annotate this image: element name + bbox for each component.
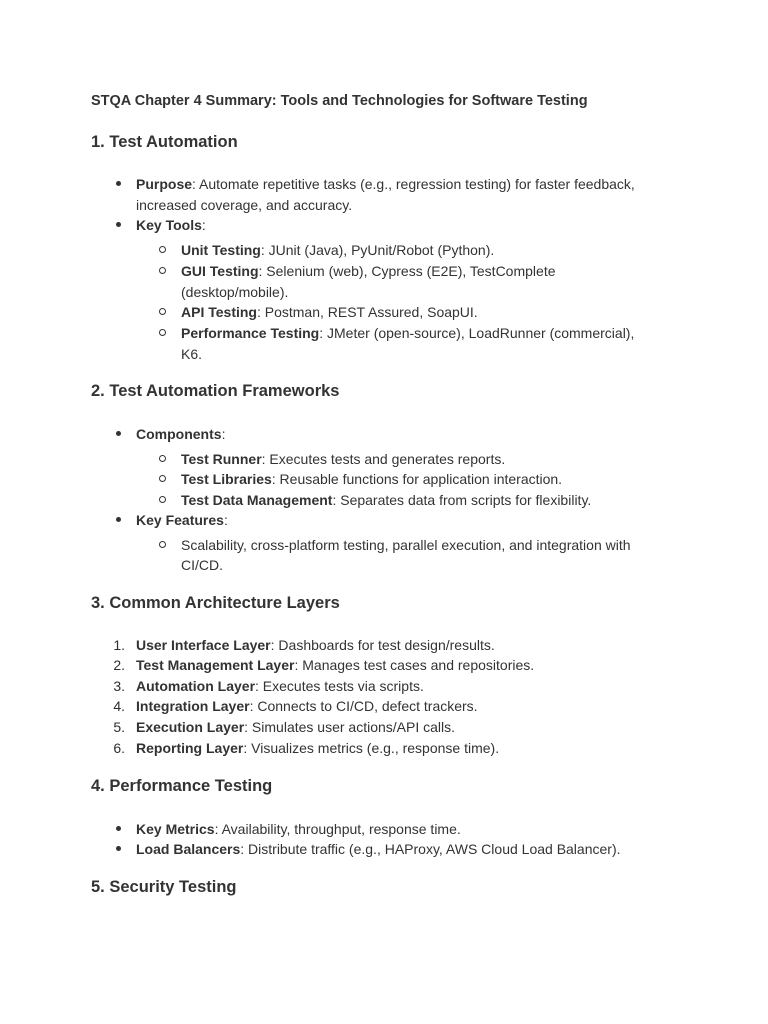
layer-item (136, 738, 499, 758)
test-libraries-text: : Reusable functions for application interaction. (271, 471, 563, 487)
key-features-text-1: Scalability, cross-platform testing, parallel execution, and integration with (181, 537, 631, 553)
section-1-heading: 1. Test Automation (91, 133, 238, 151)
list-number: 1. (113, 637, 125, 653)
bullet-icon (116, 222, 121, 227)
test-data-mgmt-text: : Separates data from scripts for flexibility. (332, 492, 592, 508)
components-colon: : (221, 426, 226, 442)
layer-text: : Executes tests via scripts. (255, 678, 424, 694)
layer-label: Reporting Layer (136, 740, 244, 756)
circle-bullet-icon (159, 246, 166, 253)
circle-bullet-icon (159, 496, 166, 503)
gui-testing-line-1 (181, 261, 556, 281)
section-3-heading: 3. Common Architecture Layers (91, 594, 340, 612)
unit-testing-text: : JUnit (Java), PyUnit/Robot (Python). (260, 242, 495, 258)
key-metrics-label: Key Metrics (136, 821, 215, 837)
list-number: 3. (113, 678, 125, 694)
components-label: Components (136, 426, 222, 442)
perf-testing-line-2: K6. (181, 346, 203, 362)
gui-testing-text: : Selenium (web), Cypress (E2E), TestComplete (258, 263, 556, 279)
load-balancers-label: Load Balancers (136, 841, 241, 857)
bullet-icon (116, 431, 121, 436)
layer-text: : Connects to CI/CD, defect trackers. (249, 698, 478, 714)
circle-bullet-icon (159, 541, 166, 548)
list-number: 6. (113, 740, 125, 756)
list-number: 4. (113, 698, 125, 714)
load-balancers-line (136, 839, 621, 859)
test-runner-line (181, 449, 505, 469)
perf-testing-text: : JMeter (open-source), LoadRunner (commercial), (319, 325, 635, 341)
unit-testing-label: Unit Testing (181, 242, 261, 258)
bullet-icon (116, 846, 121, 851)
key-tools-label: Key Tools (136, 217, 202, 233)
layer-label: Integration Layer (136, 698, 250, 714)
bullet-icon (116, 826, 121, 831)
circle-bullet-icon (159, 329, 166, 336)
key-metrics-text: : Availability, throughput, response time. (214, 821, 461, 837)
test-libraries-label: Test Libraries (181, 471, 272, 487)
circle-bullet-icon (159, 455, 166, 462)
layer-label: Execution Layer (136, 719, 245, 735)
test-data-mgmt-label: Test Data Management (181, 492, 333, 508)
api-testing-label: API Testing (181, 304, 257, 320)
layer-item (136, 717, 455, 737)
key-features-line (136, 510, 228, 530)
perf-testing-line-1 (181, 323, 634, 343)
layer-text: : Visualizes metrics (e.g., response time). (243, 740, 500, 756)
section-4-heading: 4. Performance Testing (91, 777, 273, 795)
layer-item (136, 655, 534, 675)
purpose-line-2: increased coverage, and accuracy. (136, 197, 353, 213)
test-runner-label: Test Runner (181, 451, 262, 467)
list-number: 2. (113, 657, 125, 673)
section-2-heading: 2. Test Automation Frameworks (91, 382, 340, 400)
key-features-label: Key Features (136, 512, 224, 528)
purpose-label: Purpose (136, 176, 193, 192)
purpose-line-1 (136, 174, 635, 194)
section-5-heading: 5. Security Testing (91, 878, 237, 896)
bullet-icon (116, 517, 121, 522)
perf-testing-label: Performance Testing (181, 325, 320, 341)
circle-bullet-icon (159, 475, 166, 482)
circle-bullet-icon (159, 308, 166, 315)
purpose-text: : Automate repetitive tasks (e.g., regression testing) for faster feedback, (192, 176, 635, 192)
layer-label: User Interface Layer (136, 637, 271, 653)
key-metrics-line (136, 819, 461, 839)
key-tools-line (136, 215, 206, 235)
components-line (136, 424, 225, 444)
layer-item (136, 676, 424, 696)
list-number: 5. (113, 719, 125, 735)
test-data-mgmt-line (181, 490, 591, 510)
layer-text: : Simulates user actions/API calls. (244, 719, 456, 735)
api-testing-text: : Postman, REST Assured, SoapUI. (256, 304, 478, 320)
key-features-text-2: CI/CD. (181, 557, 223, 573)
circle-bullet-icon (159, 267, 166, 274)
layer-item (136, 635, 495, 655)
gui-testing-line-2: (desktop/mobile). (181, 284, 289, 300)
layer-item (136, 696, 478, 716)
load-balancers-text: : Distribute traffic (e.g., HAProxy, AWS Cloud Load Balancer). (240, 841, 621, 857)
api-testing-line (181, 302, 478, 322)
gui-testing-label: GUI Testing (181, 263, 259, 279)
layer-text: : Manages test cases and repositories. (294, 657, 535, 673)
key-tools-colon: : (201, 217, 206, 233)
document-title: STQA Chapter 4 Summary: Tools and Technologies for Software Testing (91, 93, 588, 109)
layer-label: Automation Layer (136, 678, 256, 694)
unit-testing-line (181, 240, 494, 260)
bullet-icon (116, 181, 121, 186)
test-libraries-line (181, 469, 562, 489)
key-features-colon: : (223, 512, 228, 528)
test-runner-text: : Executes tests and generates reports. (261, 451, 506, 467)
layer-label: Test Management Layer (136, 657, 295, 673)
layer-text: : Dashboards for test design/results. (270, 637, 495, 653)
